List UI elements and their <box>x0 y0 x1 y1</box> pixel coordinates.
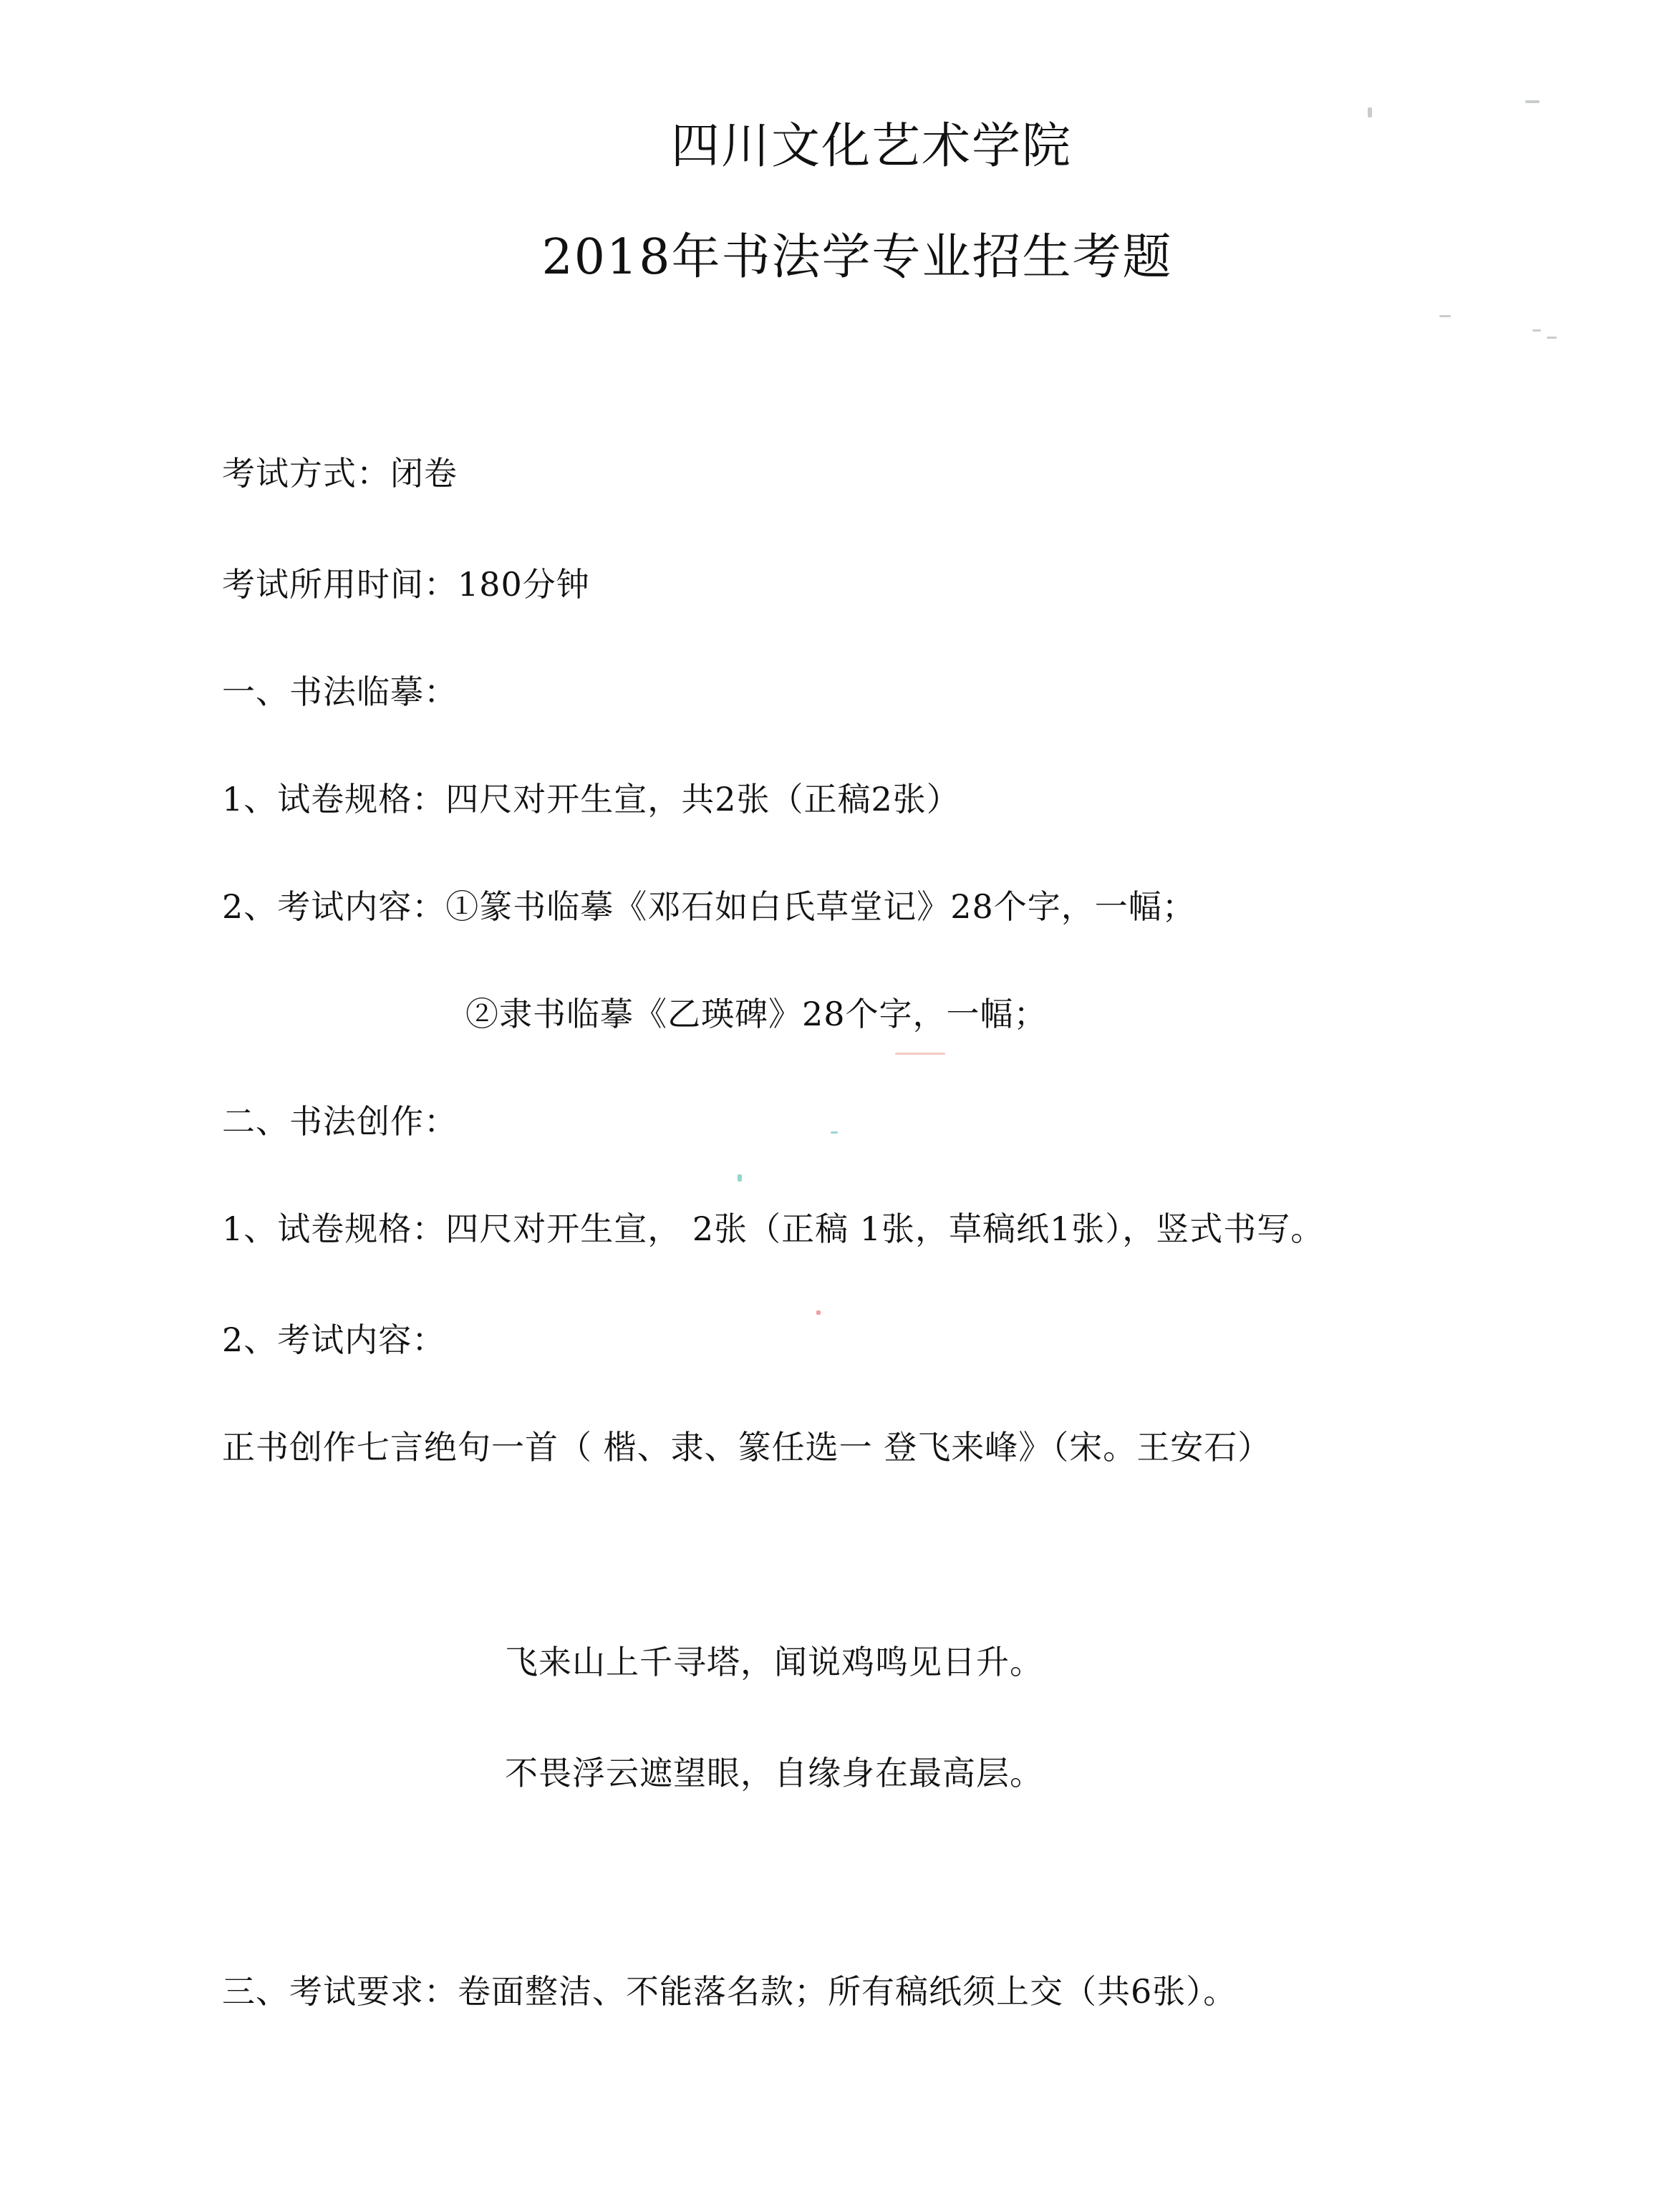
scan-speck <box>1439 315 1451 317</box>
section-2-content-heading: 2、考试内容： <box>222 1320 446 1359</box>
scan-speck <box>816 1310 821 1315</box>
scan-speck <box>738 1174 742 1182</box>
section-1-heading: 一、书法临摹： <box>222 672 458 711</box>
exam-mode: 考试方式：闭卷 <box>222 454 458 493</box>
scan-speck <box>831 1131 838 1134</box>
section-1-content-1: 2、考试内容：①篆书临摹《邓石如白氏草堂记》28个字，一幅； <box>222 887 1196 926</box>
poem-line-1: 飞来山上千寻塔，闻说鸡鸣见日升。 <box>505 1643 1043 1681</box>
poem-line-2: 不畏浮云遮望眼，自缘身在最高层。 <box>505 1754 1043 1792</box>
scan-speck <box>895 1053 945 1055</box>
scan-speck <box>1532 329 1541 332</box>
section-2-task: 正书创作七言绝句一首（ 楷、隶、篆任选一 登飞来峰》（宋。王安石） <box>222 1428 1272 1467</box>
section-1-content-2: ②隶书临摹《乙瑛碑》28个字，一幅； <box>465 995 1048 1033</box>
scan-speck <box>1525 100 1540 103</box>
school-title: 四川文化艺术学院 <box>670 118 1072 175</box>
section-1-spec: 1、试卷规格：四尺对开生宣，共2张（正稿2张） <box>222 780 960 818</box>
exam-duration: 考试所用时间：180分钟 <box>222 565 590 604</box>
section-2-spec: 1、试卷规格：四尺对开生宣， 2张（正稿 1张，草稿纸1张），竖式书写。 <box>222 1209 1325 1248</box>
section-3-requirements: 三、考试要求：卷面整洁、不能落名款；所有稿纸须上交（共6张）。 <box>222 1972 1237 2011</box>
exam-title: 2018年书法学专业招生考题 <box>541 229 1173 286</box>
scan-speck <box>1547 337 1557 339</box>
section-2-heading: 二、书法创作： <box>222 1102 458 1141</box>
scan-speck <box>1368 107 1372 117</box>
